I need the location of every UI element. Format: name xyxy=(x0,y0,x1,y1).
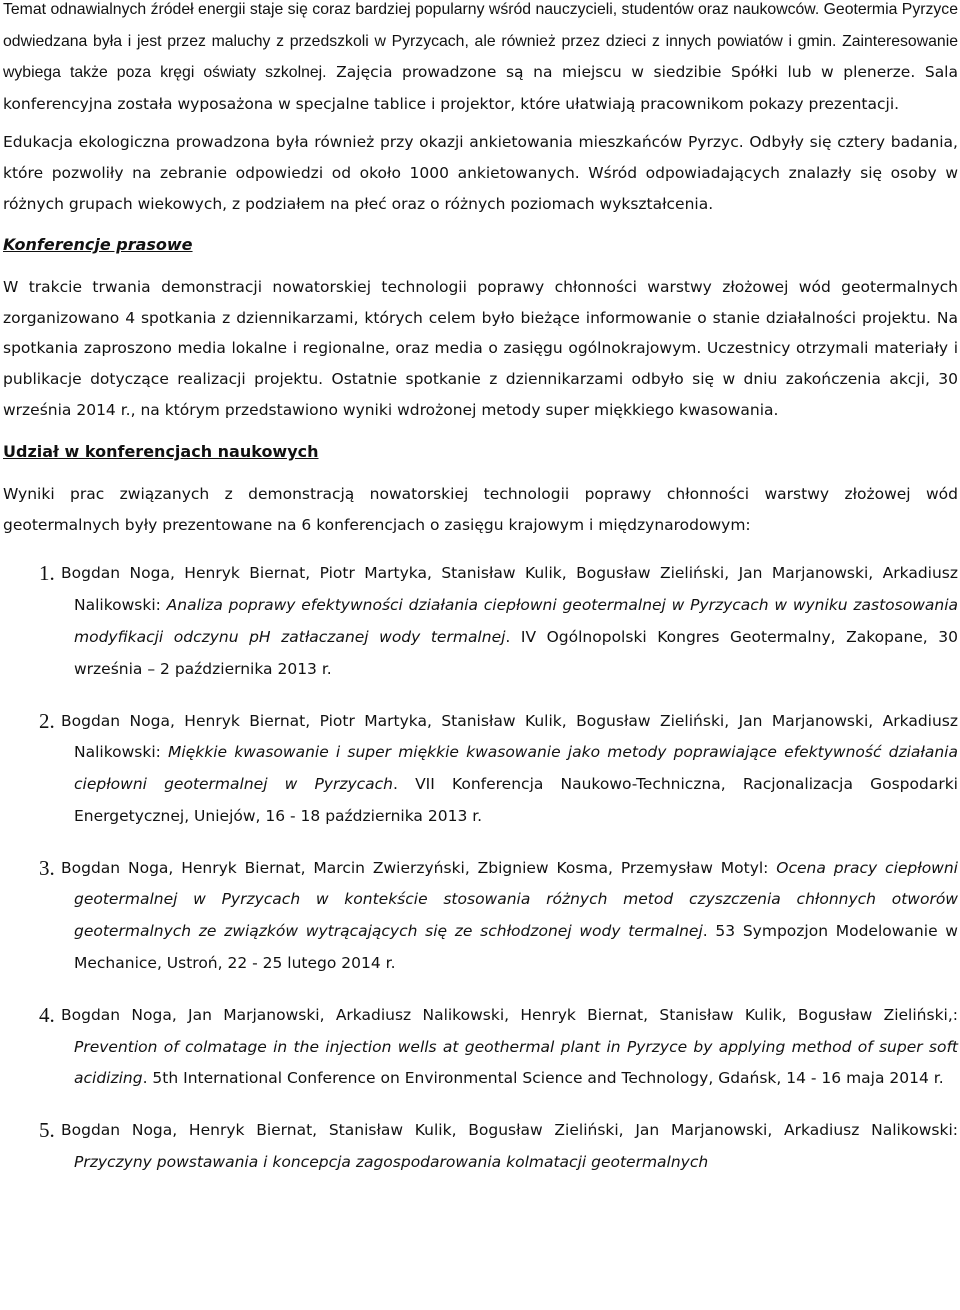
conferences-intro-paragraph: Wyniki prac związanych z demonstracją nowatorskiej technologii poprawy chłonności warstwy złożowej wód geotermalnych były prezentowane na 6 konferencjach o zasięgu krajowym i międzynarodowym: xyxy=(3,485,958,534)
publication-venue: . IV Ogólnopolski Kongres Geotermalny, Zakopane, 30 września – 2 października 2013 r. xyxy=(74,627,958,678)
publication-title: Przyczyny powstawania i koncepcja zagospodarowania kolmatacji geotermalnych xyxy=(74,1153,709,1172)
publication-item xyxy=(3,706,958,833)
publication-venue: . 53 Sympozjon Modelowanie w Mechanice, Ustroń, 22 - 25 lutego 2014 r. xyxy=(74,922,958,973)
publication-number: 3. xyxy=(39,855,55,880)
publication-authors: Bogdan Noga, Henryk Biernat, Piotr Martyka, Stanisław Kulik, Bogusław Zieliński, Jan Marjanowski, Arkadiusz Nalikowski: xyxy=(61,711,958,762)
publication-title: Ocena pracy ciepłowni geotermalnej w Pyrzycach w kontekście stosowania różnych metod czyszczenia chłonnych otworów geotermalnych ze związków wytrącających się ze schłodzonej wody termalnej xyxy=(74,858,958,941)
publication-item xyxy=(3,558,958,685)
publication-authors: Bogdan Noga, Henryk Biernat, Stanisław Kulik, Bogusław Zieliński, Jan Marjanowski, Arkadiusz Nalikowski: xyxy=(61,1121,958,1140)
heading-scientific-conferences: Udział w konferencjach naukowych xyxy=(3,442,319,462)
publication-item xyxy=(3,853,958,980)
publication-item xyxy=(3,1000,958,1095)
publications-list xyxy=(3,558,958,1179)
heading-press-conferences: Konferencje prasowe xyxy=(3,235,193,255)
publication-number: 2. xyxy=(39,708,55,733)
publication-title: Miękkie kwasowanie i super miękkie kwasowanie jako metody poprawiające efektywność działania ciepłowni geotermalnej w Pyrzycach xyxy=(74,743,958,794)
publication-number: 4. xyxy=(39,1002,55,1027)
publication-venue: . 5th International Conference on Environmental Science and Technology, Gdańsk, 14 - 16 maja 2014 r. xyxy=(142,1069,944,1088)
publication-authors: Bogdan Noga, Jan Marjanowski, Arkadiusz Nalikowski, Henryk Biernat, Stanisław Kulik, Bogusław Zieliński,: xyxy=(61,1005,958,1024)
publication-item xyxy=(3,1115,958,1179)
publication-number: 5. xyxy=(39,1118,55,1143)
publication-title: Prevention of colmatage in the injection wells at geothermal plant in Pyrzyce by applying method of super soft acidizing xyxy=(74,1037,958,1088)
press-conferences-paragraph: W trakcie trwania demonstracji nowatorskiej technologii poprawy chłonności warstwy złożowej wód geotermalnych zorganizowano 4 spotkania z dziennikarzami, których celem było bieżące informowanie o stanie działalności projektu. Na spotkania zaproszono media lokalne i regionalne, oraz media o zasięgu ogólnokrajowym. Uczestnicy otrzymali materiały i publikacje dotyczące realizacji projektu. Ostatnie spotkanie z dziennikarzami odbyło się w dniu zakończenia akcji, 30 września 2014 r., na którym przedstawiono wyniki wdrożonej metody super miękkiego kwasowania. xyxy=(3,278,958,419)
publication-venue: . VII Konferencja Naukowo-Techniczna, Racjonalizacja Gospodarki Energetycznej, Uniejów, 16 - 18 października 2013 r. xyxy=(74,775,958,825)
publication-authors: Bogdan Noga, Henryk Biernat, Piotr Martyka, Stanisław Kulik, Bogusław Zieliński, Jan Marjanowski, Arkadiusz Nalikowski: xyxy=(61,564,958,615)
intro-text-part1: Temat odnawialnych źródeł energii staje się coraz bardziej popularny wśród nauczycieli, studentów oraz naukowców. Geotermia Pyrzyce odwiedzana była i jest przez maluchy z przedszkoli w Pyrzycach, ale również przez dzieci z innych powiatów i gmin. Zainteresowanie wybiega także poza kręgi oświaty szkolnej. xyxy=(3,1,958,82)
publication-number: 1. xyxy=(39,561,55,586)
intro-paragraph xyxy=(3,0,958,119)
publication-authors: Bogdan Noga, Henryk Biernat, Marcin Zwierzyński, Zbigniew Kosma, Przemysław Motyl: xyxy=(61,858,777,877)
publication-title: Analiza poprawy efektywności działania ciepłowni geotermalnej w Pyrzycach w wyniku zastosowania modyfikacji odczynu pH zatłaczanej wody termalnej xyxy=(74,596,959,646)
eco-education-paragraph: Edukacja ekologiczna prowadzona była również przy okazji ankietowania mieszkańców Pyrzyc. Odbyły się cztery badania, które pozwoliły na zebranie odpowiedzi od około 1000 ankietowanych. Wśród odpowiadających znalazły się osoby w różnych grupach wiekowych, z podziałem na płeć oraz o różnych poziomach wykształcenia. xyxy=(3,133,958,213)
intro-text-part2: Zajęcia prowadzone są na miejscu w siedzibie Spółki lub w plenerze. Sala konferencyjna została wyposażona w specjalne tablice i projektor, które ułatwiają pracownikom pokazy prezentacji. xyxy=(3,63,958,113)
